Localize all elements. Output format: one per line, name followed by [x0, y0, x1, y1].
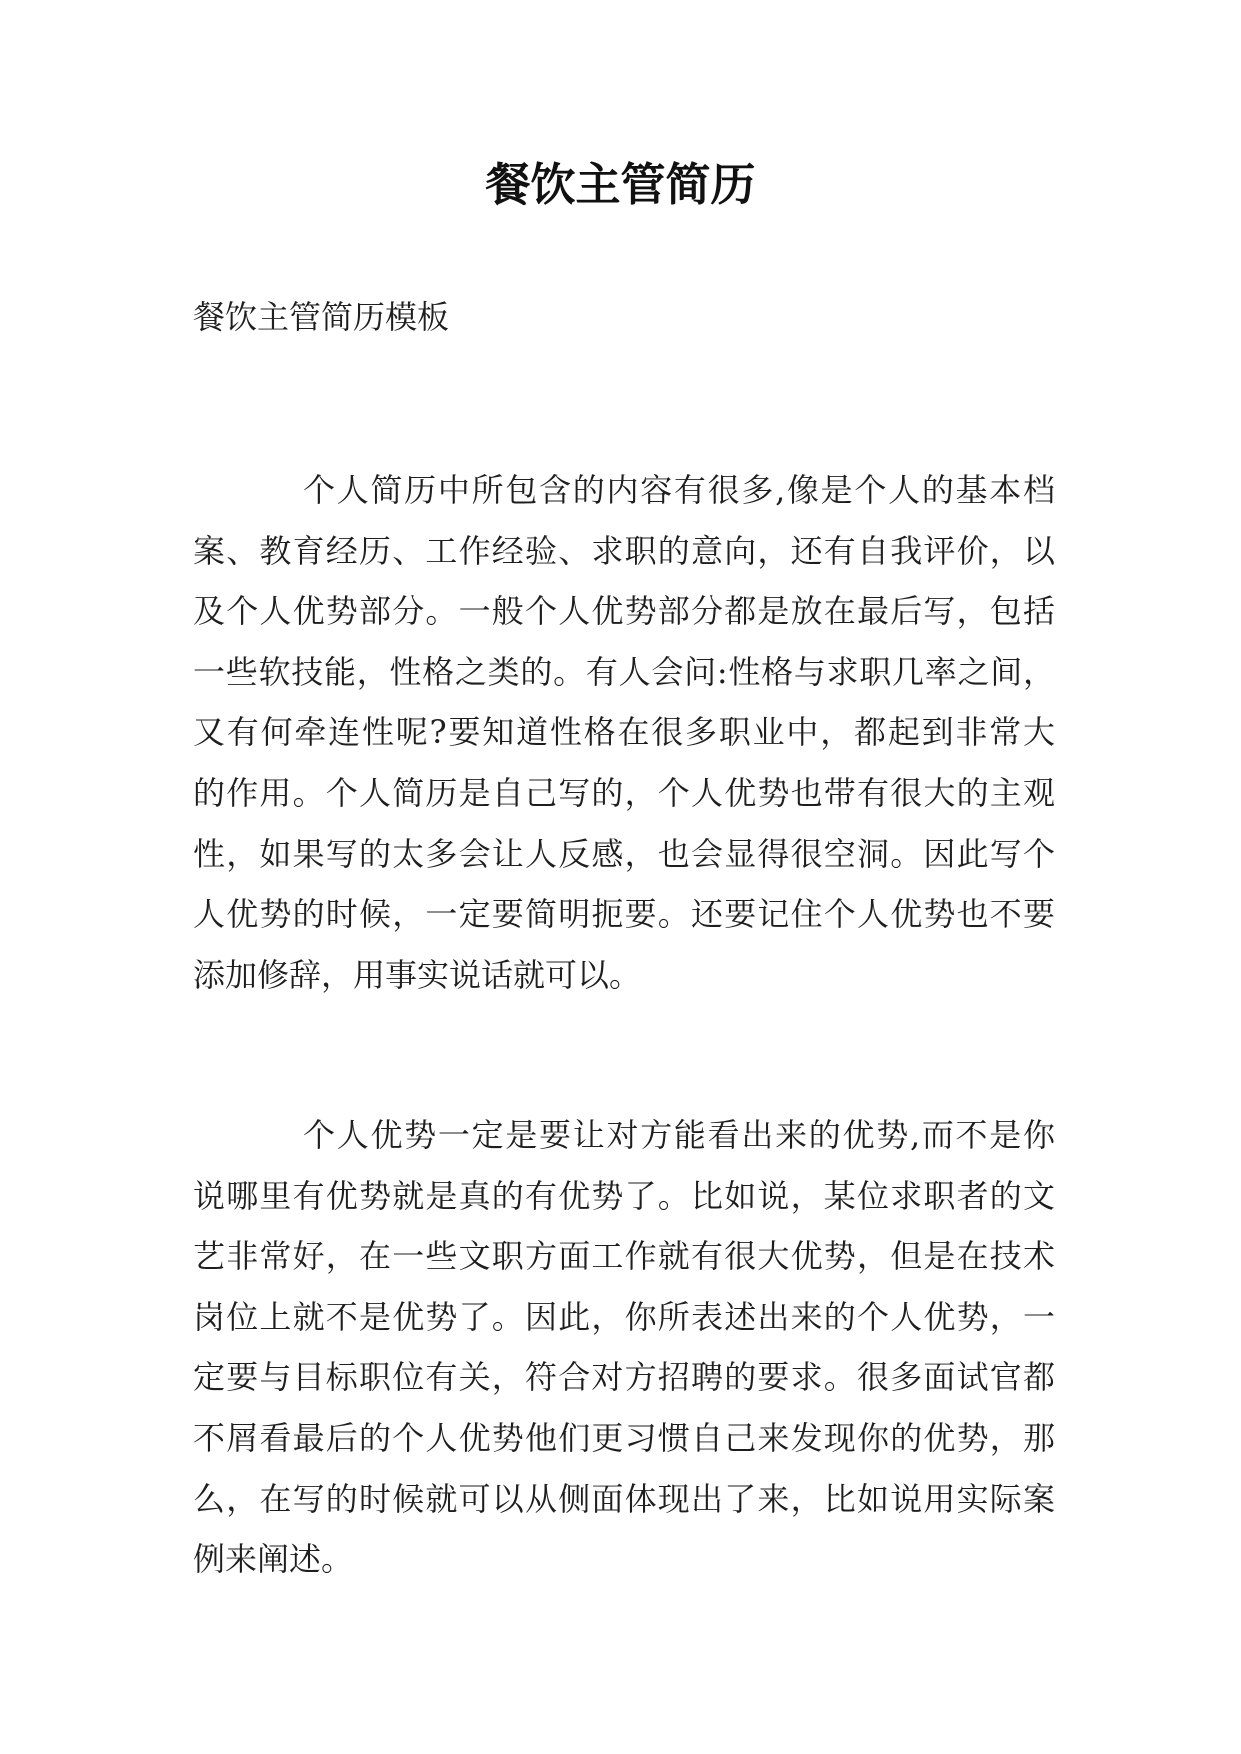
- paragraph-2-line: 么，在写的时候就可以从侧面体现出了来，比如说用实际案: [193, 1479, 1055, 1518]
- paragraph-2: [193, 1105, 1055, 1590]
- paragraph-2-line: 定要与目标职位有关，符合对方招聘的要求。很多面试官都: [193, 1358, 1055, 1397]
- paragraph-1-line: 添加修辞，用事实说话就可以。: [193, 955, 642, 994]
- paragraph-1: [193, 460, 1055, 1005]
- paragraph-1-line: 个人简历中所包含的内容有很多,像是个人的基本档: [303, 471, 1055, 509]
- paragraph-1-line: 人优势的时候，一定要简明扼要。还要记住个人优势也不要: [193, 895, 1055, 934]
- paragraph-1-line: 性，如果写的太多会让人反感，也会显得很空洞。因此写个: [193, 834, 1055, 873]
- paragraph-1-line: 又有何牵连性呢?要知道性格在很多职业中，都起到非常大: [193, 713, 1055, 752]
- paragraph-1-line: 及个人优势部分。一般个人优势部分都是放在最后写，包括: [193, 592, 1055, 631]
- paragraph-1-line: 案、教育经历、工作经验、求职的意向，还有自我评价，以: [193, 531, 1055, 570]
- paragraph-2-line: 个人优势一定是要让对方能看出来的优势,而不是你: [303, 1116, 1055, 1154]
- paragraph-1-line: 的作用。个人简历是自己写的，个人优势也带有很大的主观: [193, 773, 1055, 812]
- paragraph-2-line: 艺非常好，在一些文职方面工作就有很大优势，但是在技术: [193, 1237, 1055, 1276]
- paragraph-2-line: 说哪里有优势就是真的有优势了。比如说，某位求职者的文: [193, 1176, 1055, 1215]
- paragraph-2-line: 例来阐述。: [193, 1540, 354, 1579]
- document-title: 餐饮主管简历: [485, 158, 756, 211]
- document-subtitle: 餐饮主管简历模板: [193, 298, 450, 336]
- paragraph-2-line: 不屑看最后的个人优势他们更习惯自己来发现你的优势，那: [193, 1418, 1055, 1457]
- paragraph-2-line: 岗位上就不是优势了。因此，你所表述出来的个人优势，一: [193, 1297, 1055, 1336]
- paragraph-1-line: 一些软技能，性格之类的。有人会问:性格与求职几率之间，: [193, 652, 1055, 691]
